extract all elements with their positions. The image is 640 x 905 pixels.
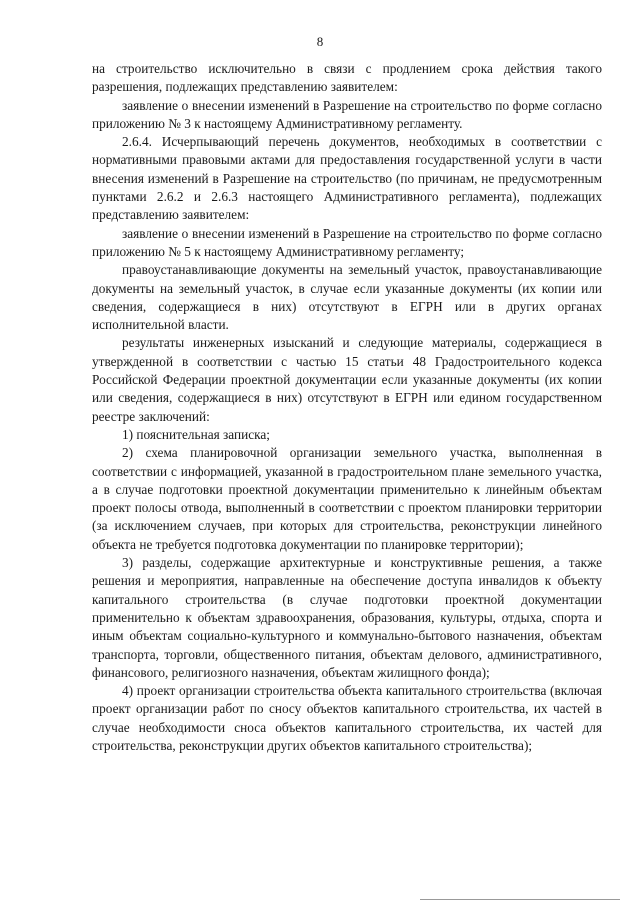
list-item-2: 2) схема планировочной организации земельного участка, выполненная в соответствии с информацией, указанной в градостроительном плане земельного участка, а в случае подготовки проектной документации применительно к линейным объектам проект полосы отвода, выполненный в соответствии с проектом планировки территории (за исключением случаев, при которых для строительства, реконструкции линейного объекта не требуется подготовка документации по планировке территории); <box>92 445 602 552</box>
paragraph-application-change: заявление о внесении изменений в Разрешение на строительство по форме согласно приложению № 3 к настоящему Административному регламенту. <box>92 97 602 131</box>
paragraph-land-documents: правоустанавливающие документы на земельный участок, правоустанавливающие документы на земельный участок, в случае если указанные документы (их копии или сведения, содержащиеся в них) отсутствуют в ЕГРН или в других органах исполнительной власти. <box>92 262 602 333</box>
page-number: 8 <box>316 34 324 49</box>
bottom-edge-line <box>420 899 620 905</box>
list-item-3: 3) разделы, содержащие архитектурные и конструктивные решения, а также решения и мероприятия, направленные на обеспечение доступа инвалидов к объекту капитального строительства (в случае подготовки проектной документации применительно к объектам здравоохранения, образования, культуры, отдыха, спорта и иным объектам социально-культурного и коммунально-бытового назначения, объектам транспорта, торговли, общественного питания, объектам делового, административного, финансового, религиозного назначения, объектам жилищного фонда); <box>92 555 602 680</box>
list-item-4: 4) проект организации строительства объекта капитального строительства (включая проект организации работ по сносу объектов капитального строительства, их частей в случае необходимости сноса объектов капитального строительства, их частей для строительства, реконструкции других объектов капитального строительства); <box>92 683 602 753</box>
paragraph-2-6-4: 2.6.4. Исчерпывающий перечень документов, необходимых в соответствии с нормативными правовыми актами для предоставления государственной услуги в части внесения изменений в Разрешение на строительство (по причинам, не предусмотренным пунктами 2.6.2 и 2.6.3 настоящего Административного регламента), подлежащих представлению заявителем: <box>92 134 602 223</box>
paragraph-continuation: на строительство исключительно в связи с продлением срока действия такого разрешения, подлежащих представлению заявителем: <box>92 61 602 95</box>
document-body <box>92 60 602 755</box>
paragraph-engineering-surveys: результаты инженерных изысканий и следующие материалы, содержащиеся в утвержденной в соответствии с частью 15 статьи 48 Градостроительного кодекса Российской Федерации проектной документации если указанные документы (их копии или сведения, содержащиеся в них) отсутствуют в ЕГРН или едином государственном реестре заключений: <box>92 335 602 424</box>
list-item-1: 1) пояснительная записка; <box>122 426 270 442</box>
paragraph-application-annex-5: заявление о внесении изменений в Разрешение на строительство по форме согласно приложению № 5 к настоящему Административному регламенту; <box>92 225 602 259</box>
